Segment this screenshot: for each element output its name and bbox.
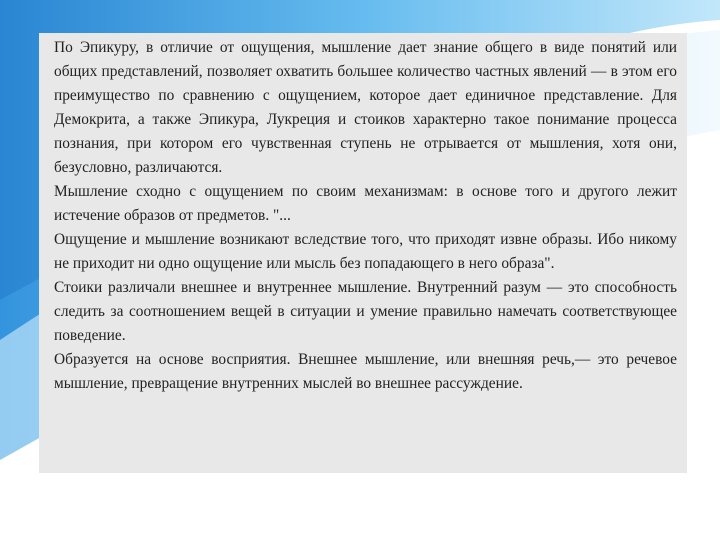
paragraph-quote: Ощущение и мышление возникают вследствие того, что приходят извне образы. Ибо никому не приходит ни одно ощущение или мысль без попадающего в него образа". (54, 231, 677, 272)
text-block (54, 36, 677, 396)
paragraph-external-speech: Образуется на основе восприятия. Внешнее мышление, или внешняя речь,— это речевое мышление, превращение внутренних мыслей во внешнее рассуждение. (54, 351, 677, 392)
paragraph-mechanism: Мышление сходно с ощущением по своим механизмам: в основе того и другого лежит истечение образов от предметов. "... (54, 183, 677, 224)
paragraph-epicurus: По Эпикуру, в отличие от ощущения, мышление дает знание общего в виде понятий или общих представлений, позволяет охватить большее количество частных явлений — в этом его преимущество по сравнению с ощущением, которое дает единичное представление. Для Демокрита, а также Эпикура, Лукреция и стоиков характерно такое понимание процесса познания, при котором его чувственная ступень не отрывается от мышления, хотя они, безусловно, различаются. (54, 39, 677, 176)
paragraph-stoics: Стоики различали внешнее и внутреннее мышление. Внутренний разум — это способность следить за соотношением вещей в ситуации и умение правильно намечать соответствующее поведение. (54, 279, 677, 344)
